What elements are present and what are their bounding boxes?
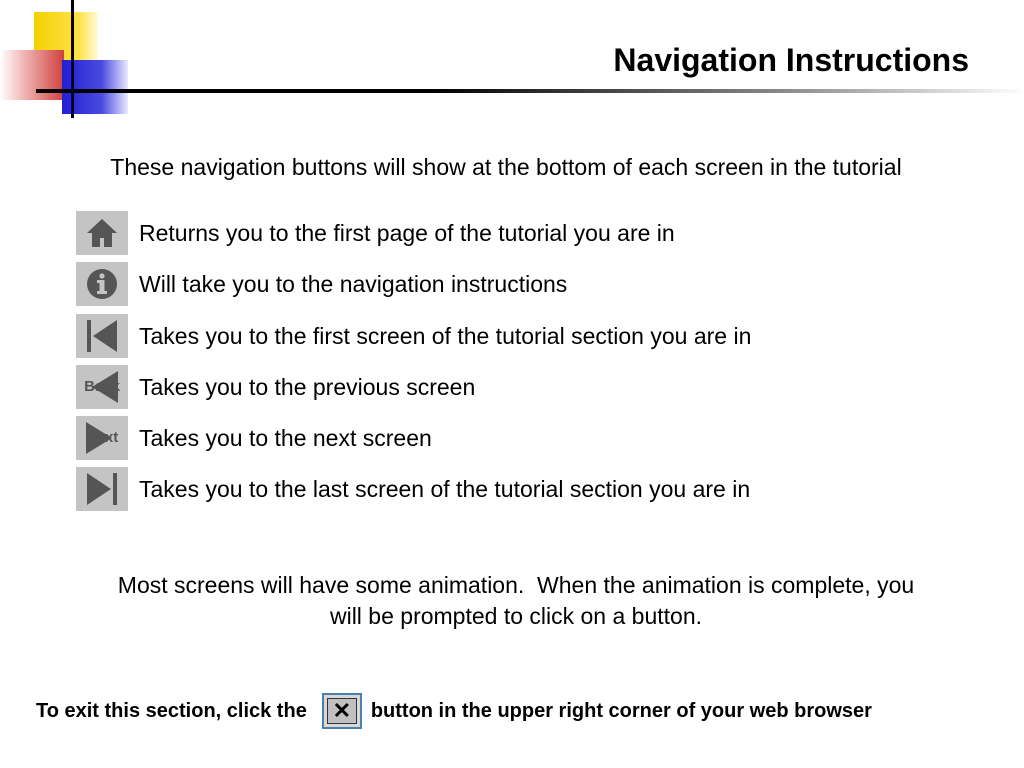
next-button[interactable] — [76, 416, 128, 460]
close-button-illustration — [322, 693, 362, 729]
animation-note-line1: Most screens will have some animation. When the animation is complete, you — [117, 572, 915, 598]
intro-text: These navigation buttons will show at the bottom of each screen in the tutorial — [110, 154, 902, 180]
nav-item-last-screen — [76, 467, 750, 511]
first-screen-button[interactable] — [76, 314, 128, 358]
nav-item-info — [76, 262, 567, 306]
logo-vertical-line — [71, 0, 74, 118]
nav-item-next — [76, 416, 432, 460]
home-button[interactable] — [76, 211, 128, 255]
animation-note — [0, 570, 1024, 632]
exit-instruction — [36, 691, 872, 731]
last-screen-icon — [84, 471, 120, 507]
logo-decoration — [0, 0, 140, 125]
nav-item-back-text: Takes you to the previous screen — [139, 373, 476, 400]
page-title: Navigation Instructions — [613, 42, 969, 78]
nav-item-next-text: Takes you to the next screen — [139, 424, 432, 451]
header-divider — [36, 89, 1024, 93]
home-icon — [85, 217, 119, 249]
back-button-label: Back — [84, 378, 120, 395]
nav-item-last-screen-text: Takes you to the last screen of the tutorial section you are in — [139, 475, 751, 502]
info-button[interactable] — [76, 262, 128, 306]
info-icon — [85, 267, 119, 301]
nav-item-first-screen — [76, 314, 751, 358]
nav-item-back — [76, 365, 475, 409]
nav-item-home-text: Returns you to the first page of the tutorial you are in — [139, 219, 675, 246]
nav-item-info-text: Will take you to the navigation instructions — [139, 270, 568, 297]
nav-item-home — [76, 211, 675, 255]
next-button-label: Next — [85, 429, 119, 446]
close-icon: ✕ — [327, 698, 357, 724]
back-button[interactable] — [76, 365, 128, 409]
exit-text-after: button in the upper right corner of your web browser — [370, 699, 872, 722]
last-screen-button[interactable] — [76, 467, 128, 511]
exit-text-before: To exit this section, click the — [36, 699, 307, 722]
nav-item-first-screen-text: Takes you to the first screen of the tutorial section you are in — [139, 322, 752, 349]
animation-note-line2: will be prompted to click on a button. — [329, 603, 703, 629]
first-screen-icon — [84, 318, 120, 354]
